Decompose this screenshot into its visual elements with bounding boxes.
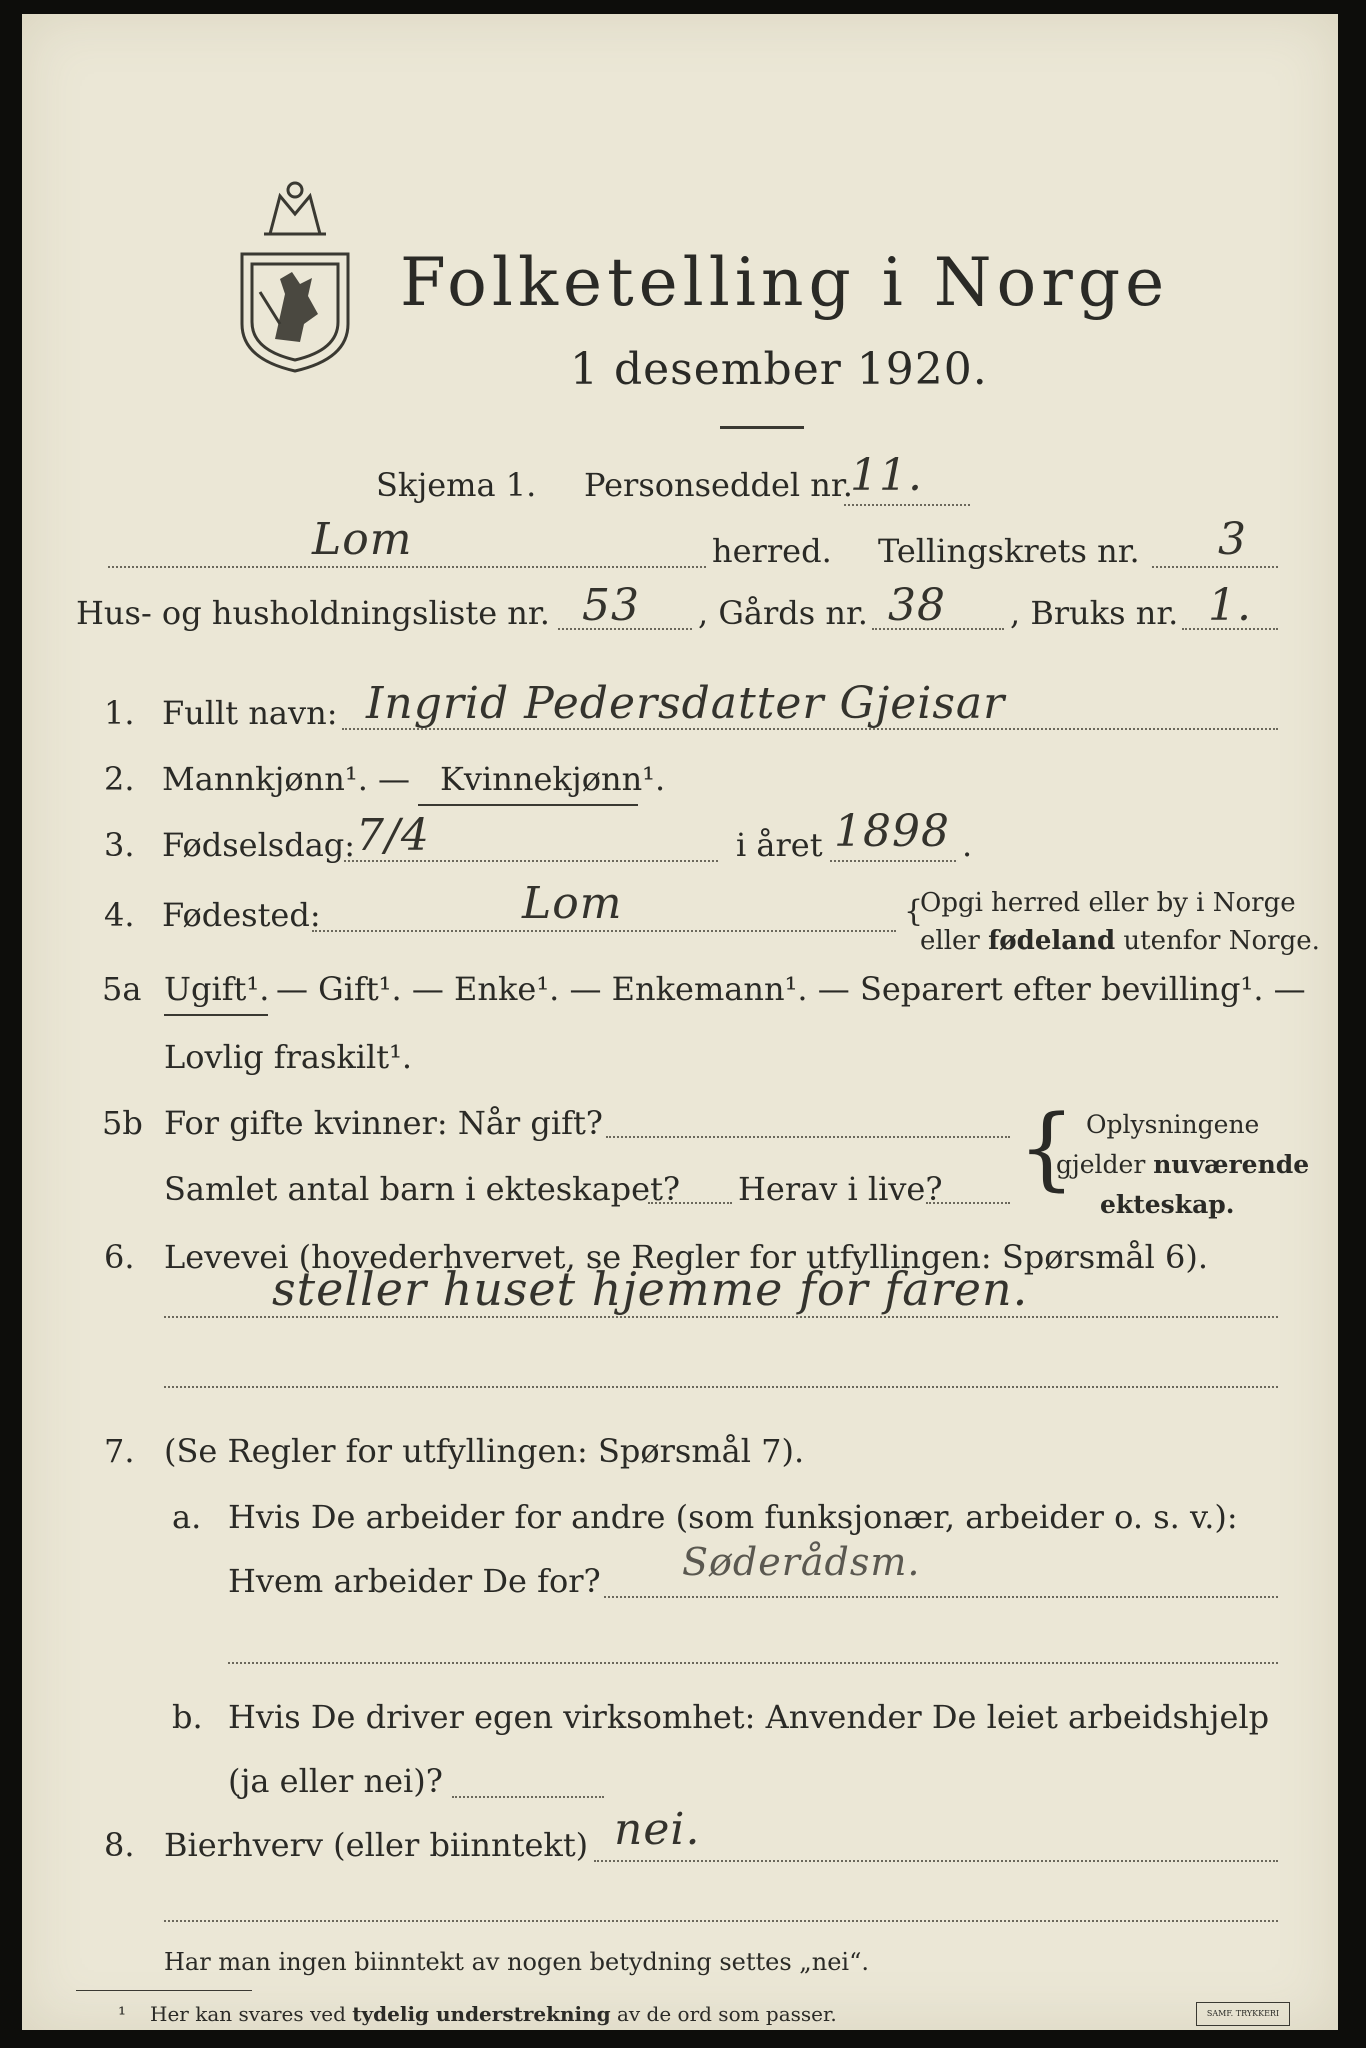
tellingskrets-line xyxy=(1152,566,1278,568)
q5b-antal-barn-label: Samlet antal barn i ekteskapet? xyxy=(164,1170,681,1208)
q6-line1 xyxy=(164,1316,1278,1318)
q4-line xyxy=(312,930,896,932)
q5b-herav-line xyxy=(926,1202,1010,1204)
herred-line xyxy=(108,566,706,568)
kvinnekjonn-option[interactable]: Kvinnekjønn¹. xyxy=(440,760,666,798)
q4-note-eller: eller xyxy=(920,926,989,956)
side-income-value[interactable]: nei. xyxy=(614,1804,701,1855)
q4-note-fodeland: fødeland xyxy=(988,926,1116,956)
footnote-divider xyxy=(76,1990,252,1991)
marital-options[interactable]: — Gift¹. — Enke¹. — Enkemann¹. — Separert efter bevilling¹. — xyxy=(276,970,1306,1008)
q3-end: . xyxy=(962,826,973,864)
q8-line1 xyxy=(594,1860,1278,1862)
q5b-note3: ekteskap. xyxy=(1100,1190,1235,1219)
q4-note-line1: Opgi herred eller by i Norge xyxy=(920,888,1296,918)
q7a-line1: Hvis De arbeider for andre (som funksjonær, arbeider o. s. v.): xyxy=(228,1498,1238,1536)
gards-label: , Gårds nr. xyxy=(698,594,868,632)
lovlig-fraskilt-option[interactable]: Lovlig fraskilt¹. xyxy=(164,1038,413,1076)
title-divider xyxy=(720,426,804,429)
q8-line2 xyxy=(164,1920,1278,1922)
q7b-line2: (ja eller nei)? xyxy=(228,1762,443,1800)
q4-brace: { xyxy=(904,894,924,929)
q3-year-line xyxy=(830,860,956,862)
q1-number: 1. xyxy=(104,694,135,732)
q4-label: Fødested: xyxy=(162,896,321,934)
bruks-label: , Bruks nr. xyxy=(1010,594,1179,632)
birth-day-value[interactable]: 7/4 xyxy=(356,810,430,861)
q5b-note-gjelder: gjelder xyxy=(1056,1150,1154,1179)
ugift-underline xyxy=(164,1014,268,1016)
footnote-text-b: tydelig understrekning xyxy=(352,2002,611,2026)
norway-coat-of-arms-icon xyxy=(230,174,360,374)
footnote-mark: ¹ xyxy=(118,2002,127,2026)
q7b-letter: b. xyxy=(172,1698,203,1736)
skjema-label: Skjema 1. xyxy=(376,466,537,504)
birth-year-value[interactable]: 1898 xyxy=(834,806,950,857)
full-name-value[interactable]: Ingrid Pedersdatter Gjeisar xyxy=(366,678,1006,729)
census-date: 1 desember 1920. xyxy=(570,344,988,395)
footnote-text-c: av de ord som passer. xyxy=(610,2002,837,2026)
q1-label: Fullt navn: xyxy=(162,694,338,732)
q5b-antal-barn-line xyxy=(648,1202,732,1204)
q7-number: 7. xyxy=(104,1432,135,1470)
mannkjonn-option[interactable]: Mannkjønn¹. — xyxy=(162,760,411,798)
footer-note: Har man ingen biinntekt av nogen betydning settes „nei“. xyxy=(164,1948,869,1976)
printer-stamp xyxy=(1196,2002,1290,2026)
q3-label: Fødselsdag: xyxy=(162,826,356,864)
q7b-line xyxy=(452,1796,604,1798)
q7b-line1: Hvis De driver egen virksomhet: Anvender De leiet arbeidshjelp xyxy=(228,1698,1270,1736)
q5b-brace: { xyxy=(1018,1096,1076,1201)
birthplace-value[interactable]: Lom xyxy=(522,878,623,929)
form-title: Folketelling i Norge xyxy=(400,244,1170,321)
q4-number: 4. xyxy=(104,896,135,934)
q5b-herav-label: Herav i live? xyxy=(738,1170,943,1208)
q6-label: Levevei (hovederhvervet, se Regler for utfyllingen: Spørsmål 6). xyxy=(164,1238,1209,1276)
occupation-value[interactable]: steller huset hjemme for faren. xyxy=(272,1262,1029,1316)
hus-label: Hus- og husholdningsliste nr. xyxy=(76,594,550,632)
q7a-line2: Hvem arbeider De for? xyxy=(228,1562,601,1600)
employer-value[interactable]: Søderådsm. xyxy=(682,1540,921,1584)
q5b-number: 5b xyxy=(102,1104,143,1142)
q7a-employer-line xyxy=(604,1596,1278,1598)
q5b-line1: For gifte kvinner: Når gift? xyxy=(164,1104,603,1142)
q5b-note-navaerende: nuværende xyxy=(1153,1150,1310,1179)
q3-year-label: i året xyxy=(736,826,823,864)
footnote-text-a: Her kan svares ved xyxy=(150,2002,353,2026)
q4-note-utenfor: utenfor Norge. xyxy=(1115,926,1320,956)
bruks-value[interactable]: 1. xyxy=(1208,580,1252,631)
kvinnekjonn-underline xyxy=(418,804,638,806)
q6-number: 6. xyxy=(104,1238,135,1276)
q4-note-line2 xyxy=(920,926,1320,956)
herred-value[interactable]: Lom xyxy=(312,514,413,565)
gards-value[interactable]: 38 xyxy=(888,580,946,631)
q7a-line3 xyxy=(228,1662,1278,1664)
q5b-nar-gift-line xyxy=(606,1136,1010,1138)
personseddel-label: Personseddel nr. xyxy=(584,466,853,504)
q7-label: (Se Regler for utfyllingen: Spørsmål 7). xyxy=(164,1432,805,1470)
q8-number: 8. xyxy=(104,1826,135,1864)
q6-line2 xyxy=(164,1386,1278,1388)
hus-value[interactable]: 53 xyxy=(582,580,640,631)
census-form xyxy=(22,14,1338,2030)
herred-label: herred. xyxy=(712,532,832,570)
personseddel-line xyxy=(844,504,970,506)
printer-stamp-text: SAMF. TRYKKERI xyxy=(1206,2009,1280,2018)
q5b-note1: Oplysningene xyxy=(1086,1110,1260,1139)
q2-number: 2. xyxy=(104,760,135,798)
tellingskrets-value[interactable]: 3 xyxy=(1218,514,1247,565)
personseddel-value[interactable]: 11. xyxy=(850,450,923,501)
q5b-note2 xyxy=(1056,1150,1309,1179)
q7a-letter: a. xyxy=(172,1498,202,1536)
footnote-text xyxy=(150,2002,837,2026)
q8-label: Bierhverv (eller biinntekt) xyxy=(164,1826,589,1864)
tellingskrets-label: Tellingskrets nr. xyxy=(878,532,1140,570)
q5a-number: 5a xyxy=(102,970,142,1008)
q3-number: 3. xyxy=(104,826,135,864)
ugift-option[interactable]: Ugift¹. xyxy=(164,970,270,1008)
